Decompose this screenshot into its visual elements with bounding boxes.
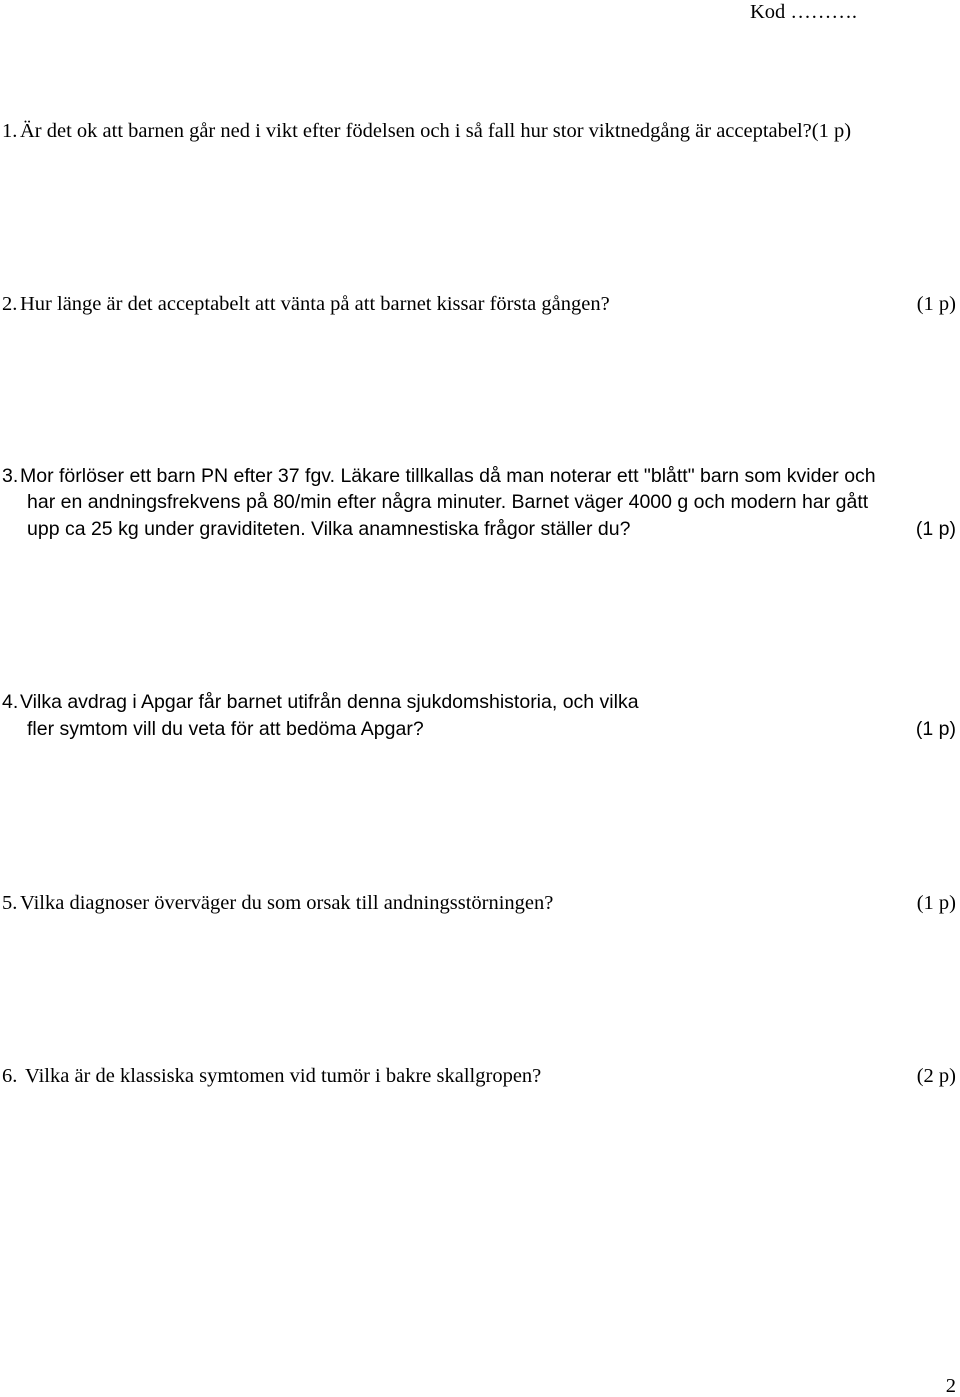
code-label: Kod ………. bbox=[750, 1, 858, 23]
question-number: 5. bbox=[2, 892, 18, 914]
page-number: 2 bbox=[945, 1375, 956, 1397]
question-text-line-1: Vilka avdrag i Apgar får barnet utifrån denna sjukdomshistoria, och vilka bbox=[20, 691, 639, 713]
question-points: (1 p) bbox=[916, 892, 956, 914]
question-sentence: har en andningsfrekvens på 80/min efter några minuter. bbox=[27, 491, 507, 513]
question-text: Vilka diagnoser överväger du som orsak till andningsstörningen? bbox=[20, 892, 554, 914]
question-number: 2. bbox=[2, 293, 18, 315]
question-sentence: Läkare tillkallas då man noterar ett "blått" barn som kvider och bbox=[335, 465, 876, 487]
question-number: 1. bbox=[2, 120, 18, 142]
question-number: 3. bbox=[2, 465, 19, 487]
question-number: 4. bbox=[2, 691, 19, 713]
question-number: 6. bbox=[2, 1065, 18, 1087]
question-text: Är det ok att barnen går ned i vikt efter födelsen och i så fall hur stor viktnedgång är acceptabel?(1 p) bbox=[20, 120, 852, 142]
question-text-line-1 bbox=[20, 467, 876, 487]
question-points: (1 p) bbox=[915, 518, 956, 540]
question-text: Vilka är de klassiska symtomen vid tumör i bakre skallgropen? bbox=[25, 1065, 542, 1087]
question-points: (1 p) bbox=[915, 718, 956, 740]
question-sentence: Mor förlöser ett barn PN efter 37 fgv. bbox=[20, 465, 336, 487]
question-points: (1 p) bbox=[916, 293, 956, 315]
question-text-line-2 bbox=[27, 493, 868, 513]
question-points: (2 p) bbox=[916, 1065, 956, 1087]
question-text-line-2: fler symtom vill du veta för att bedöma Apgar? bbox=[27, 718, 424, 740]
question-sentence: Barnet väger 4000 g och modern har gått bbox=[506, 491, 869, 513]
question-text: Hur länge är det acceptabelt att vänta på att barnet kissar första gången? bbox=[20, 293, 610, 315]
question-text-line-3: upp ca 25 kg under graviditeten. Vilka anamnestiska frågor ställer du? bbox=[27, 518, 631, 540]
